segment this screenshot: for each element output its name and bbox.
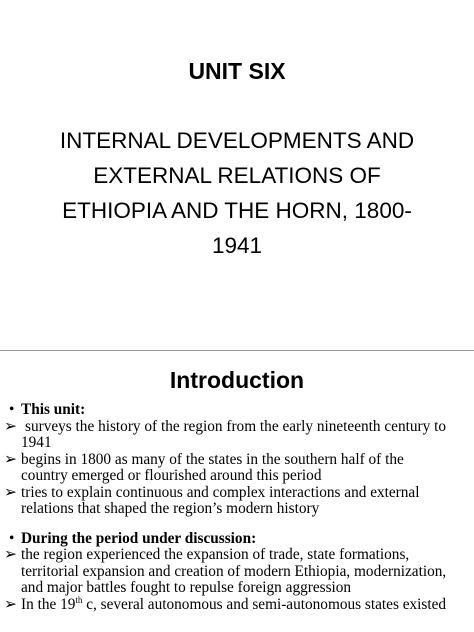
arrow-point (0, 419, 474, 452)
bullet-marker: • (9, 401, 15, 418)
arrow-icon: ➢ (4, 450, 17, 468)
arrow-icon: ➢ (4, 417, 17, 435)
arrow-point (0, 485, 474, 518)
point-line: the region experienced the expansion of trade, state formations, (21, 546, 410, 563)
unit-subtitle (0, 123, 474, 263)
bullet-marker: • (9, 529, 15, 547)
subtitle-line: 1941 (211, 233, 263, 258)
point-text: In the 19 (21, 595, 76, 613)
arrow-point (0, 594, 474, 614)
bullet-item (0, 402, 474, 419)
bullet-text: During the period under discussion: (21, 529, 257, 547)
point-line: relations that shaped the region’s modern history (21, 500, 320, 517)
point-line: and major battles fought to repulse foreign aggression (21, 579, 352, 596)
point-line: 1941 (21, 434, 52, 451)
point-line: tries to explain continuous and complex interactions and external (21, 483, 420, 501)
point-line (21, 594, 472, 614)
slide-content (0, 402, 474, 613)
subtitle-line: INTERNAL DEVELOPMENTS AND (59, 128, 415, 153)
arrow-point (0, 452, 474, 485)
arrow-icon: ➢ (4, 595, 17, 613)
subtitle-line: ETHIOPIA AND THE HORN, 1800- (62, 198, 412, 223)
point-line: begins in 1800 as many of the states in the southern half of the (21, 450, 404, 468)
unit-title: UNIT SIX (188, 58, 286, 84)
point-line: country emerged or flourished around this period (21, 467, 322, 484)
arrow-icon: ➢ (4, 483, 17, 501)
introduction-slide (0, 351, 474, 632)
point-line: surveys the history of the region from the early nineteenth century to (25, 417, 446, 435)
arrow-icon: ➢ (4, 546, 17, 563)
introduction-title: Introduction (169, 367, 305, 393)
arrow-point (0, 547, 474, 597)
bullet-item (0, 531, 474, 548)
point-text: c, several autonomous and semi-autonomous states existed (82, 595, 447, 613)
subtitle-line: EXTERNAL RELATIONS OF (93, 163, 381, 188)
superscript: th (75, 594, 83, 605)
point-line: territorial expansion and creation of modern Ethiopia, modernization, (21, 562, 447, 580)
bullet-text: This unit: (21, 401, 86, 418)
